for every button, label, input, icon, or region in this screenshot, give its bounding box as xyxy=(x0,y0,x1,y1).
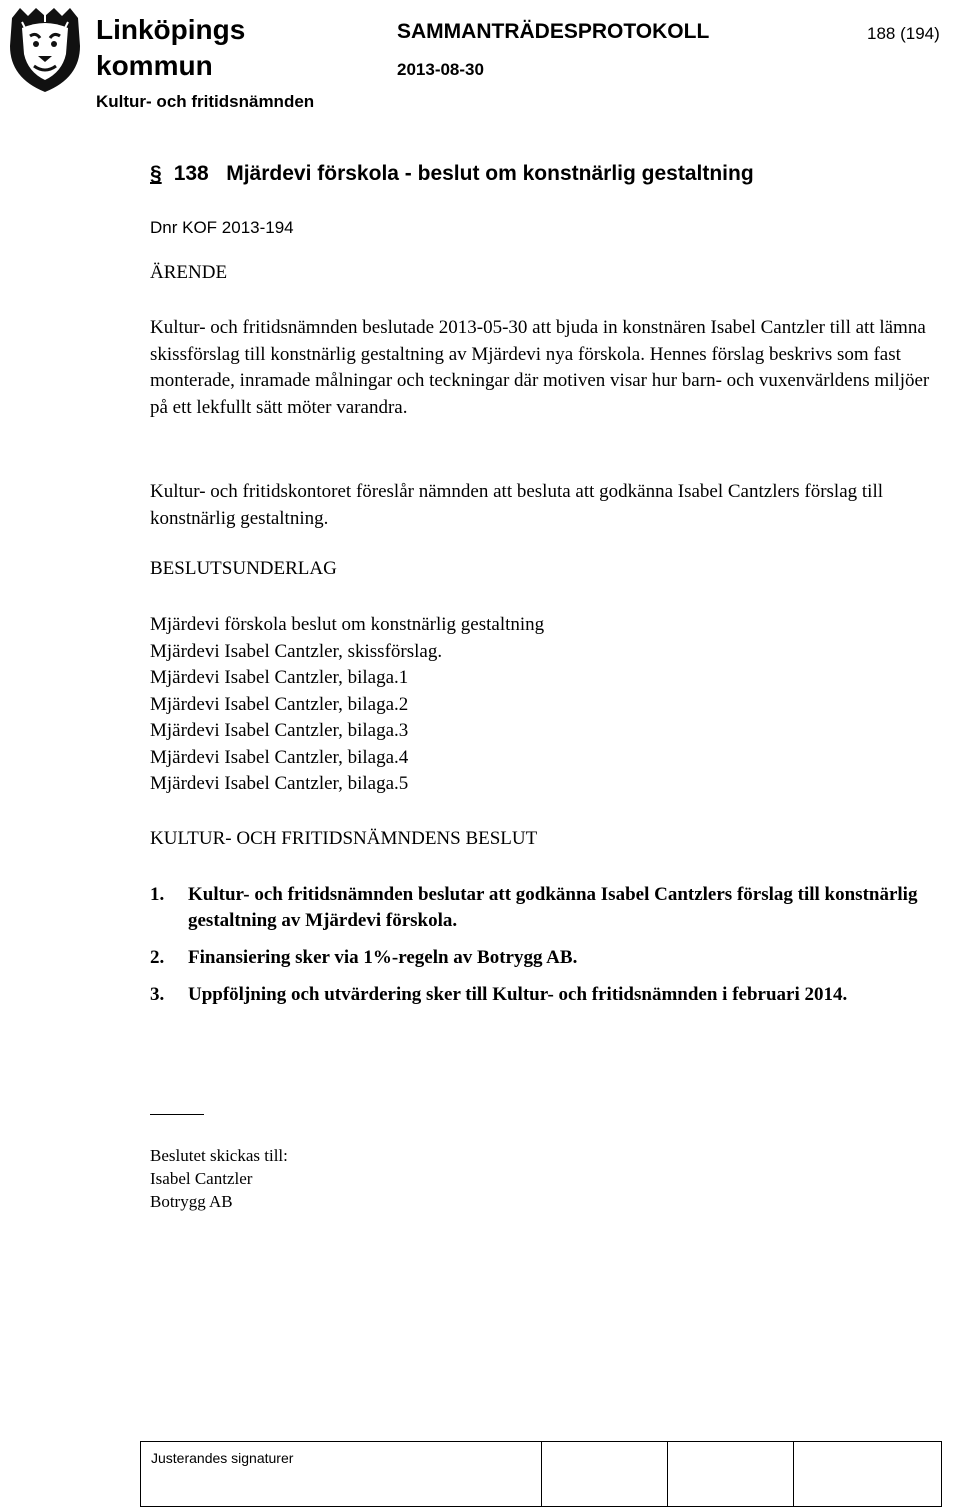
distribution-recipient: Botrygg AB xyxy=(150,1192,233,1211)
committee-name: Kultur- och fritidsnämnden xyxy=(96,92,315,111)
arende-paragraph-1: Kultur- och fritidsnämnden beslutade 2013-05-30 att bjuda in konstnären Isabel Cantzler till att lämna skissförslag till konstnärlig gestaltning av Mjärdevi nya förskola. Hennes förslag beskrivs som fast monterade, inramade målningar och teckningar där motiven visar hur barn- och vuxenvärldens miljöer på ett lekfullt sätt möter varandra. xyxy=(150,317,930,418)
page-number: 188 (194) xyxy=(867,24,940,43)
list-item: Mjärdevi Isabel Cantzler, bilaga.1 xyxy=(150,667,409,688)
decision-item xyxy=(150,882,950,934)
beslutsunderlag-heading: BESLUTSUNDERLAG xyxy=(150,558,337,579)
diary-number: Dnr KOF 2013-194 xyxy=(150,218,294,237)
list-item: Mjärdevi Isabel Cantzler, bilaga.3 xyxy=(150,720,409,741)
decision-number: 2. xyxy=(150,947,165,968)
list-item: Mjärdevi Isabel Cantzler, skissförslag. xyxy=(150,640,443,662)
lion-crest-icon xyxy=(6,6,84,94)
distribution-label: Beslutet skickas till: xyxy=(150,1146,288,1165)
decision-item xyxy=(150,945,950,971)
decision-text: Uppföljning och utvärdering sker till Kultur- och fritidsnämnden i februari 2014. xyxy=(188,984,848,1005)
signatures-label: Justerandes signaturer xyxy=(151,1450,294,1466)
decision-list xyxy=(150,882,950,1019)
list-item: Mjärdevi Isabel Cantzler, bilaga.4 xyxy=(150,746,409,768)
signature-cell xyxy=(141,1442,542,1506)
section-title-text: 138 Mjärdevi förskola - beslut om konstnärlig gestaltning xyxy=(173,162,754,185)
distribution-block xyxy=(150,1144,288,1213)
section-symbol: § xyxy=(150,162,162,185)
decision-text: Kultur- och fritidsnämnden beslutar att godkänna Isabel Cantzlers förslag till konstnärlig gestaltning av Mjärdevi förskola. xyxy=(188,884,918,931)
beslutsunderlag-list xyxy=(150,612,950,798)
separator-rule xyxy=(150,1114,204,1115)
signature-cell xyxy=(668,1442,794,1506)
list-item: Mjärdevi förskola beslut om konstnärlig gestaltning xyxy=(150,614,545,635)
list-item: Mjärdevi Isabel Cantzler, bilaga.2 xyxy=(150,693,409,715)
arende-heading: ÄRENDE xyxy=(150,262,228,283)
section-title xyxy=(150,162,754,186)
decision-item xyxy=(150,982,950,1008)
distribution-recipient: Isabel Cantzler xyxy=(150,1169,253,1188)
org-name-line1: Linköpings xyxy=(96,14,246,45)
org-name-line2: kommun xyxy=(96,50,213,81)
signature-cell xyxy=(542,1442,668,1506)
signature-cell xyxy=(794,1442,941,1506)
arende-paragraph-2: Kultur- och fritidskontoret föreslår nämnden att besluta att godkänna Isabel Cantzlers förslag till konstnärlig gestaltning. xyxy=(150,481,884,529)
decision-text: Finansiering sker via 1%-regeln av Botrygg AB. xyxy=(188,947,578,968)
document-type: SAMMANTRÄDESPROTOKOLL xyxy=(397,20,710,43)
signature-box xyxy=(140,1441,942,1507)
decision-number: 3. xyxy=(150,984,165,1005)
list-item: Mjärdevi Isabel Cantzler, bilaga.5 xyxy=(150,773,409,794)
beslut-heading: KULTUR- OCH FRITIDSNÄMNDENS BESLUT xyxy=(150,828,538,849)
document-date: 2013-08-30 xyxy=(397,60,484,79)
decision-number: 1. xyxy=(150,884,165,905)
